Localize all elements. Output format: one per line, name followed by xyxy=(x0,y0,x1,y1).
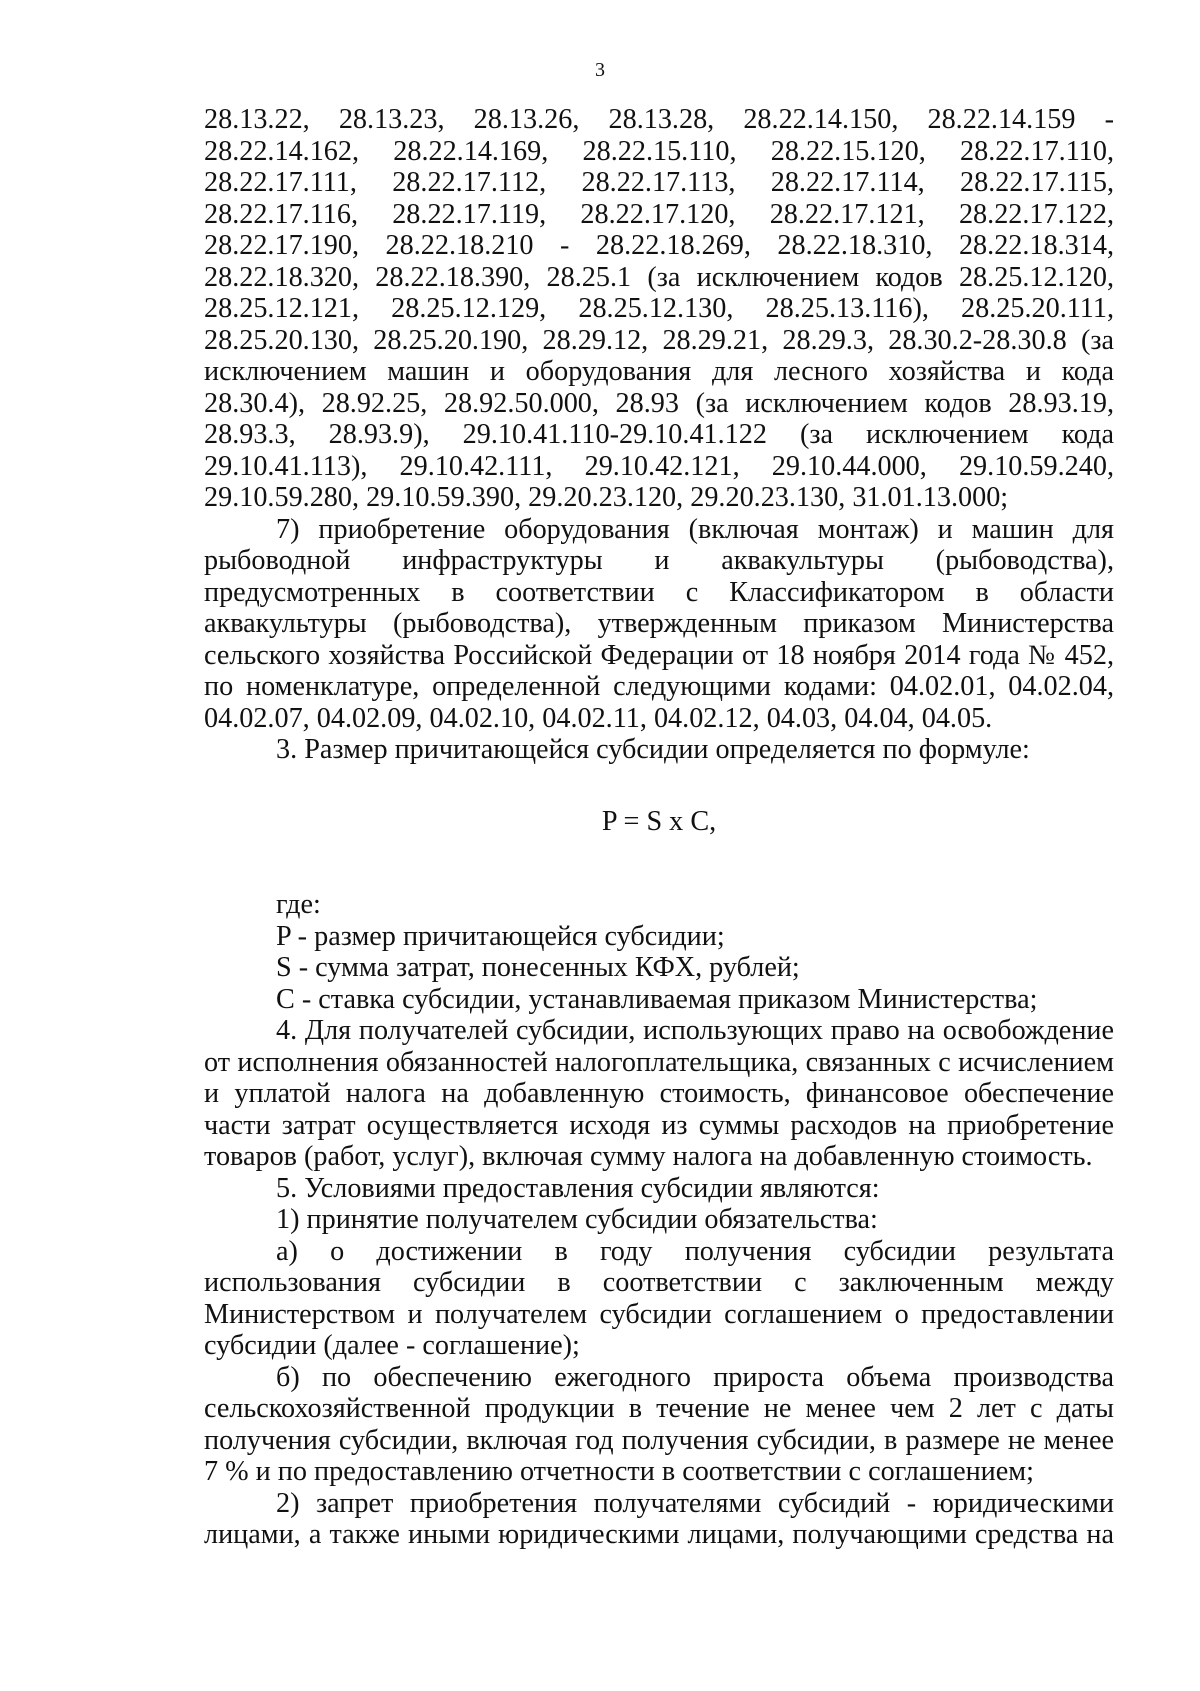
section-4-paragraph xyxy=(204,1015,1114,1173)
where-label: где: xyxy=(276,889,321,920)
document-body xyxy=(204,104,1114,1551)
condition-2-paragraph xyxy=(204,1488,1114,1551)
condition-1-heading: 1) принятие получателем субсидии обязательства: xyxy=(276,1204,878,1235)
text-line: субсидии (далее - соглашение); xyxy=(204,1330,580,1361)
text-line: 28.22.18.320, 28.22.18.390, 28.25.1 (за исключением кодов 28.25.12.120, xyxy=(204,261,1114,293)
text-line: 28.25.20.130, 28.25.20.190, 28.29.12, 28.29.21, 28.29.3, 28.30.2-28.30.8 (за xyxy=(204,324,1114,356)
definition-c: C - ставка субсидии, устанавливаемая приказом Министерства; xyxy=(276,983,1038,1015)
text-line: товаров (работ, услуг), включая сумму налога на добавленную стоимость. xyxy=(204,1141,1093,1172)
text-line: 28.22.17.116, 28.22.17.119, 28.22.17.120, 28.22.17.121, 28.22.17.122, xyxy=(204,198,1114,230)
text-line: лицами, а также иными юридическими лицами, получающими средства на xyxy=(204,1519,1114,1550)
text-line: 28.22.17.190, 28.22.18.210 - 28.22.18.269, 28.22.18.310, 28.22.18.314, xyxy=(204,230,1114,261)
text-line: 4. Для получателей субсидии, использующих право на освобождение xyxy=(276,1015,1114,1046)
text-line: 28.22.17.111, 28.22.17.112, 28.22.17.113, 28.22.17.114, 28.22.17.115, xyxy=(204,167,1114,198)
text-line: б) по обеспечению ежегодного прироста объема производства xyxy=(276,1361,1114,1393)
text-line: по номенклатуре, определенной следующими кодами: 04.02.01, 04.02.04, xyxy=(204,671,1114,702)
definition-s: S - сумма затрат, понесенных КФХ, рублей; xyxy=(276,952,800,983)
text-line: использования субсидии в соответствии с заключенным между xyxy=(204,1267,1114,1298)
section-3-heading: 3. Размер причитающейся субсидии определяется по формуле: xyxy=(276,734,1030,765)
text-line: сельскохозяйственной продукции в течение не менее чем 2 лет с даты xyxy=(204,1393,1114,1424)
text-line: 7) приобретение оборудования (включая монтаж) и машин для xyxy=(276,513,1114,545)
condition-1a-paragraph xyxy=(204,1236,1114,1362)
text-line: 04.02.07, 04.02.09, 04.02.10, 04.02.11, 04.02.12, 04.03, 04.04, 04.05. xyxy=(204,702,993,734)
text-line: 29.10.41.113), 29.10.42.111, 29.10.42.121, 29.10.44.000, 29.10.59.240, xyxy=(204,450,1114,482)
text-line: 28.22.14.162, 28.22.14.169, 28.22.15.110, 28.22.15.120, 28.22.17.110, xyxy=(204,135,1114,167)
text-line: 2) запрет приобретения получателями субсидий - юридическими xyxy=(276,1487,1114,1519)
text-line: 28.30.4), 28.92.25, 28.92.50.000, 28.93 (за исключением кодов 28.93.19, xyxy=(204,387,1114,419)
text-line: исключением машин и оборудования для лесного хозяйства и кода xyxy=(204,356,1114,387)
text-line: 7 % и по предоставлению отчетности в соответствии с соглашением; xyxy=(204,1456,1034,1487)
text-line: а) о достижении в году получения субсидии результата xyxy=(276,1235,1114,1267)
text-line: аквакультуры (рыбоводства), утвержденным приказом Министерства xyxy=(204,608,1114,639)
definition-p: P - размер причитающейся субсидии; xyxy=(276,920,725,952)
text-line: 28.93.3, 28.93.9), 29.10.41.110-29.10.41.122 (за исключением кода xyxy=(204,419,1114,450)
text-line: рыбоводной инфраструктуры и аквакультуры (рыбоводства), xyxy=(204,545,1114,576)
text-line: получения субсидии, включая год получения субсидии, в размере не менее xyxy=(204,1424,1114,1456)
text-line: Министерством и получателем субсидии соглашением о предоставлении xyxy=(204,1298,1114,1330)
text-line: 29.10.59.280, 29.10.59.390, 29.20.23.120, 29.20.23.130, 31.01.13.000; xyxy=(204,482,1009,513)
page-number: 3 xyxy=(595,59,605,81)
text-line: 28.25.12.121, 28.25.12.129, 28.25.12.130, 28.25.13.116), 28.25.20.111, xyxy=(204,293,1114,324)
section-5-heading: 5. Условиями предоставления субсидии являются: xyxy=(276,1172,880,1204)
text-line: 28.13.22, 28.13.23, 28.13.26, 28.13.28, 28.22.14.150, 28.22.14.159 - xyxy=(204,104,1114,135)
text-line: части затрат осуществляется исходя из суммы расходов на приобретение xyxy=(204,1109,1114,1141)
text-line: предусмотренных в соответствии с Классификатором в области xyxy=(204,576,1114,608)
codes-paragraph xyxy=(204,104,1114,514)
item-7-paragraph xyxy=(204,514,1114,735)
text-line: и уплатой налога на добавленную стоимость, финансовое обеспечение xyxy=(204,1078,1114,1109)
text-line: сельского хозяйства Российской Федерации от 18 ноября 2014 года № 452, xyxy=(204,639,1114,671)
condition-1b-paragraph xyxy=(204,1362,1114,1488)
text-line: от исполнения обязанностей налогоплательщика, связанных с исчислением xyxy=(204,1046,1114,1078)
formula: P = S x C, xyxy=(601,805,717,837)
